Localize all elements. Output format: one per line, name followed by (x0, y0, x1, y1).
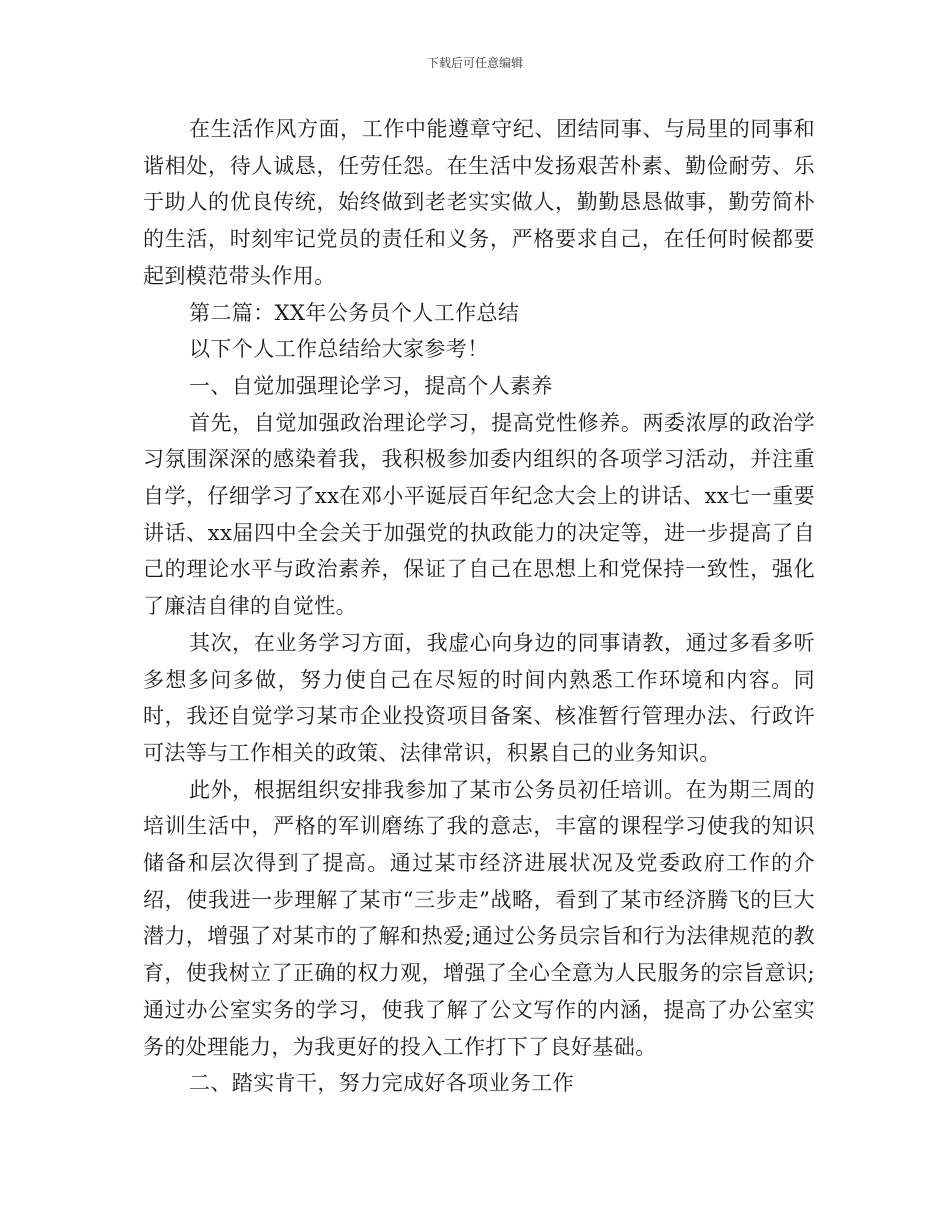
page-header: 下载后可任意编辑 (426, 56, 523, 70)
paragraph-life-style: 在生活作风方面，工作中能遵章守纪、团结同事、与局里的同事和谐相处，待人诚恳，任劳任怨。在生活中发扬艰苦朴素、勤俭耐劳、乐于助人的优良传统，始终做到老老实实做人，勤勤恳恳做事，勤劳简朴的生活，时刻牢记党员的责任和义务，严格要求自己，在任何时候都要起到模范带头作用。 (143, 117, 815, 288)
paragraph-third: 此外，根据组织安排我参加了某市公务员初任培训。在为期三周的培训生活中，严格的军训磨练了我的意志，丰富的课程学习使我的知识储备和层次得到了提高。通过某市经济进展状况及党委政府工作的介绍，使我进一步理解了某市“三步走”战略，看到了某市经济腾飞的巨大潜力，增强了对某市的了解和热爱;通过公务员宗旨和行为法律规范的教育，使我树立了正确的权力观，增强了全心全意为人民服务的宗旨意识;通过办公室实务的学习，使我了解了公文写作的内涵，提高了办公室实务的处理能力，为我更好的投入工作打下了良好基础。 (143, 777, 815, 1059)
paragraph-second: 其次，在业务学习方面，我虚心向身边的同事请教，通过多看多听多想多问多做，努力使自己在尽短的时间内熟悉工作环境和内容。同时，我还自觉学习某市企业投资项目备案、核准暂行管理办法、行政许可法等与工作相关的政策、法律常识，积累自己的业务知识。 (143, 630, 815, 765)
document-body (143, 111, 815, 1102)
intro-line: 以下个人工作总结给大家参考！ (189, 337, 489, 362)
heading-one: 一、自觉加强理论学习，提高个人素养 (189, 373, 553, 398)
section-title: 第二篇：XX年公务员个人工作总结 (189, 300, 520, 325)
heading-two: 二、踏实肯干，努力完成好各项业务工作 (189, 1071, 575, 1096)
paragraph-first: 首先，自觉加强政治理论学习，提高党性修养。两委浓厚的政治学习氛围深深的感染着我，我积极参加委内组织的各项学习活动，并注重自学，仔细学习了xx在邓小平诞辰百年纪念大会上的讲话、xx七一重要讲话、xx届四中全会关于加强党的执政能力的决定等，进一步提高了自己的理论水平与政治素养，保证了自己在思想上和党保持一致性，强化了廉洁自律的自觉性。 (143, 410, 815, 619)
